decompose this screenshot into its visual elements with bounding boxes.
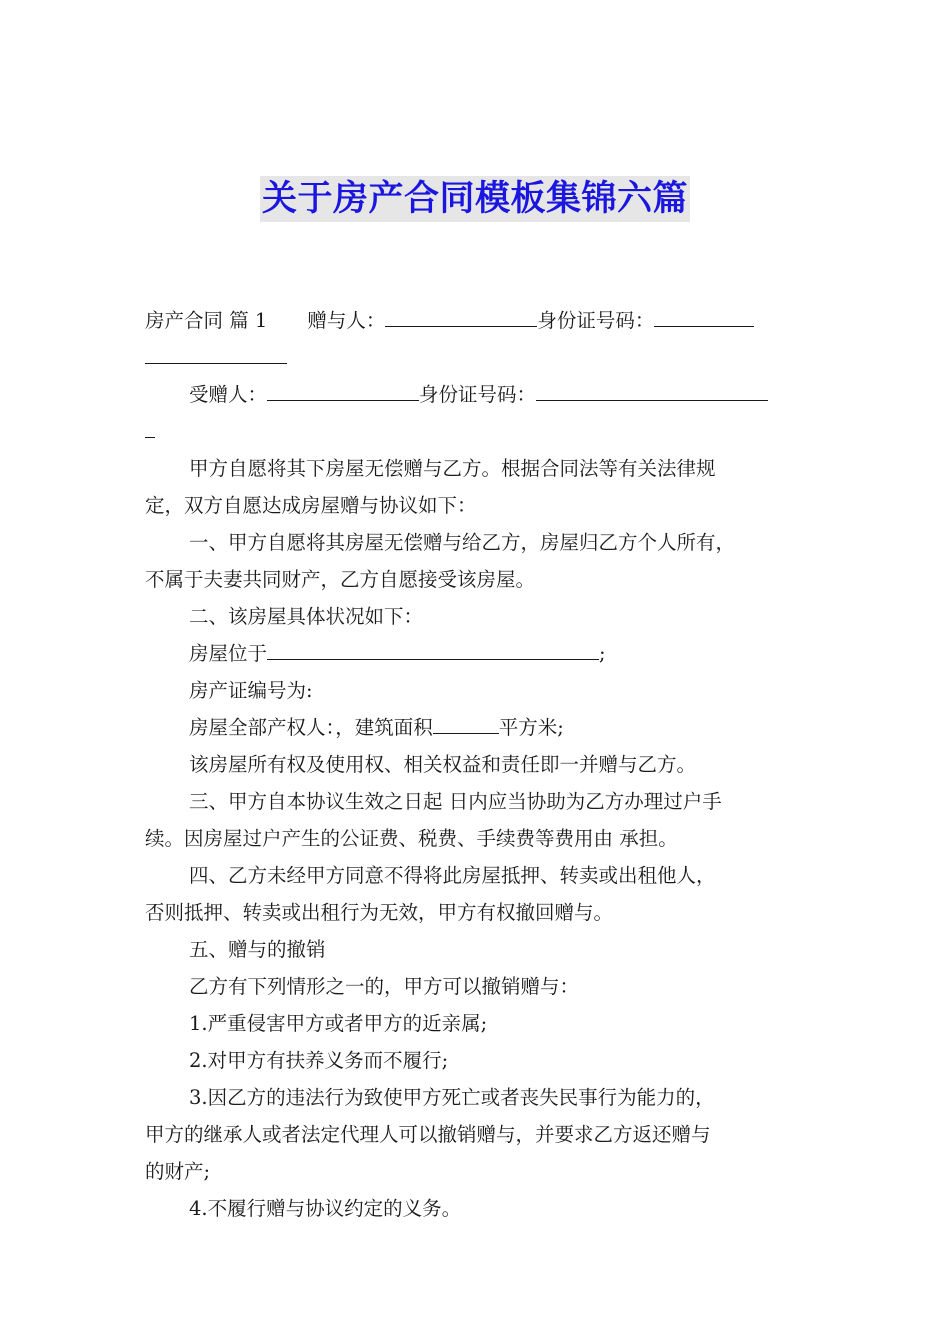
donor-line	[145, 302, 810, 339]
clause-1-line-2: 不属于夫妻共同财产，乙方自愿接受该房屋。	[145, 568, 536, 591]
area-unit: 平方米;	[498, 716, 564, 739]
owner-area-line	[145, 709, 810, 746]
donor-id-blank-continued	[145, 341, 287, 364]
location-line	[145, 635, 810, 672]
title-container	[0, 176, 950, 222]
revocation-item-3-line-1: 3.因乙方的违法行为致使甲方死亡或者丧失民事行为能力的，	[189, 1086, 715, 1109]
recipient-id-label: 身份证号码：	[419, 383, 537, 406]
recipient-id-blank-continued	[145, 415, 155, 438]
location-blank	[267, 637, 599, 660]
donor-id-label: 身份证号码：	[537, 309, 655, 332]
revocation-item-3-line-3: 的财产;	[145, 1160, 211, 1183]
location-end: ;	[599, 642, 606, 665]
location-label: 房屋位于	[189, 642, 268, 665]
recipient-id-blank	[536, 378, 768, 401]
clause-4-line-1: 四、乙方未经甲方同意不得将此房屋抵押、转卖或出租他人，	[189, 864, 716, 887]
revocation-item-4: 4.不履行赠与协议约定的义务。	[189, 1197, 462, 1220]
clause-4-line-2: 否则抵押、转卖或出租行为无效，甲方有权撤回赠与。	[145, 901, 614, 924]
clause-2-heading: 二、该房屋具体状况如下：	[189, 605, 424, 628]
clause-3-line-1: 三、甲方自本协议生效之日起 日内应当协助为乙方办理过户手	[189, 790, 722, 813]
owner-label: 房屋全部产权人：	[189, 716, 336, 739]
revocation-item-2: 2.对甲方有扶养义务而不履行;	[189, 1049, 449, 1072]
revocation-item-3-line-2: 甲方的继承人或者法定代理人可以撤销赠与，并要求乙方返还赠与	[145, 1123, 711, 1146]
document-title: 关于房产合同模板集锦六篇	[260, 176, 690, 222]
contract-body	[145, 302, 810, 1227]
recipient-label: 受赠人：	[189, 383, 268, 406]
rights-line: 该房屋所有权及使用权、相关权益和责任即一并赠与乙方。	[189, 753, 697, 776]
clause-3-line-2: 续。因房屋过户产生的公证费、税费、手续费等费用由 承担。	[145, 827, 678, 850]
donor-id-blank	[654, 304, 754, 327]
donor-label: 赠与人：	[307, 309, 386, 332]
clause-1-line-1: 一、甲方自愿将其房屋无偿赠与给乙方，房屋归乙方个人所有，	[189, 531, 736, 554]
recipient-id-continuation	[145, 413, 810, 450]
clause-5-intro: 乙方有下列情形之一的，甲方可以撤销赠与：	[189, 975, 580, 998]
intro-paragraph-line-1: 甲方自愿将其下房屋无偿赠与乙方。根据合同法等有关法律规	[189, 457, 716, 480]
recipient-line	[145, 376, 810, 413]
clause-5-heading: 五、赠与的撤销	[189, 938, 326, 961]
cert-number-line: 房产证编号为:	[189, 679, 313, 702]
donor-id-continuation	[145, 339, 810, 376]
intro-paragraph-line-2: 定，双方自愿达成房屋赠与协议如下：	[145, 494, 477, 517]
area-blank	[433, 711, 499, 734]
recipient-name-blank	[267, 378, 419, 401]
owner-separator: ，建筑面积	[335, 716, 433, 739]
donor-name-blank	[385, 304, 537, 327]
revocation-item-1: 1.严重侵害甲方或者甲方的近亲属;	[189, 1012, 488, 1035]
section-label: 房产合同 篇 1	[145, 309, 268, 332]
